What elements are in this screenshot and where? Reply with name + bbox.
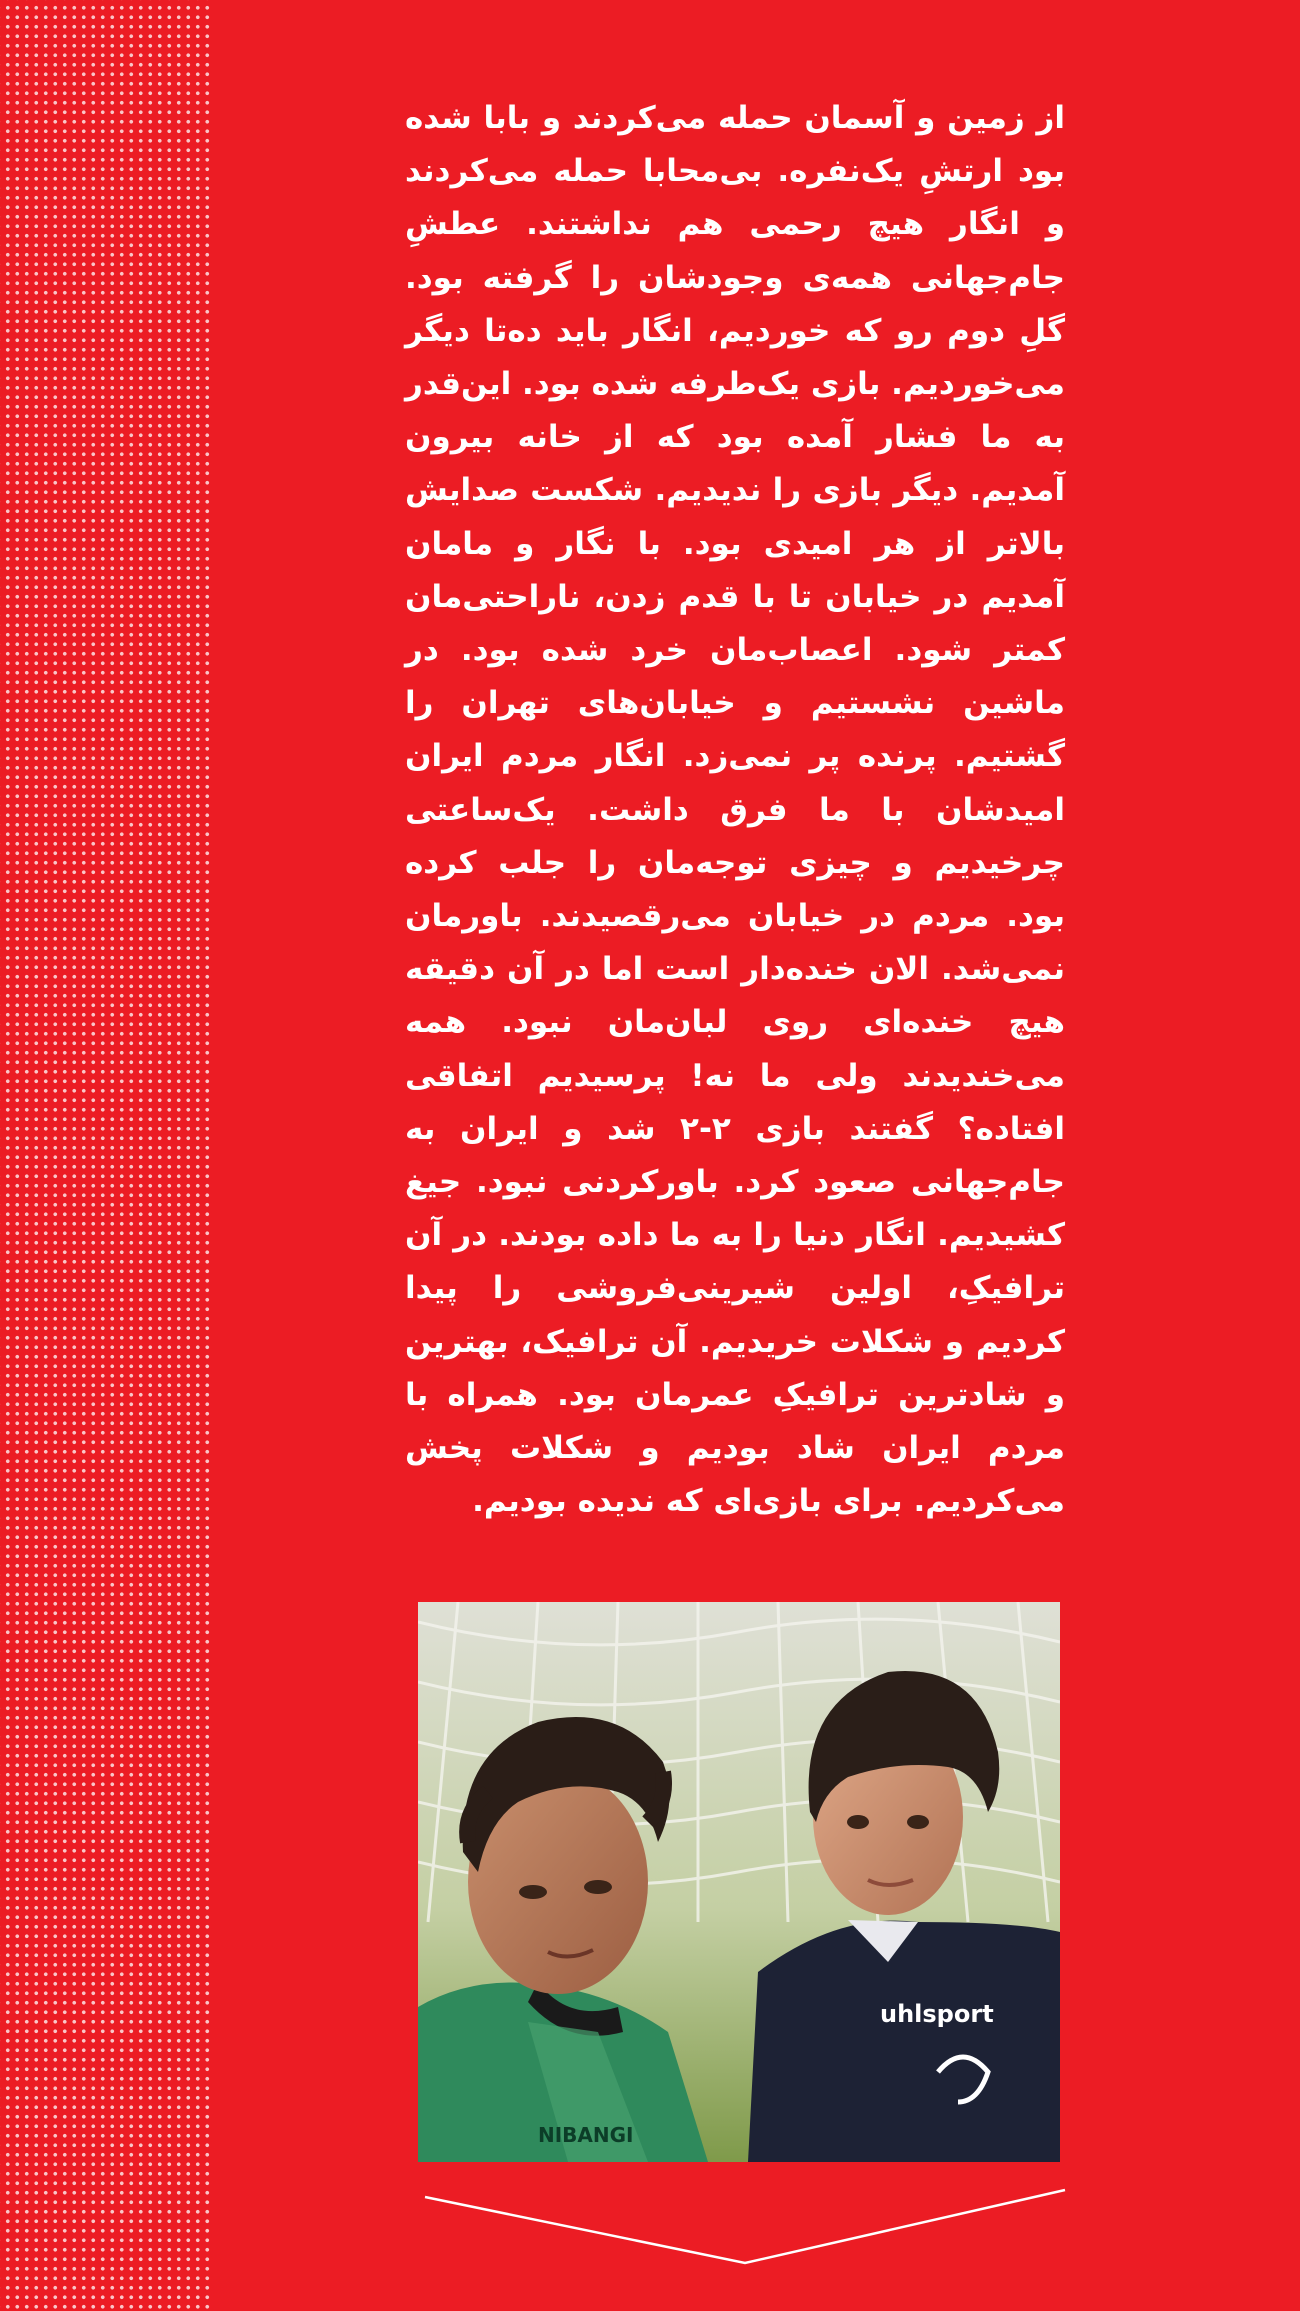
jersey-text-right: uhlsport	[880, 2000, 994, 2028]
photo-player-and-boy	[418, 1602, 1060, 2162]
photo-illustration	[418, 1602, 1060, 2162]
dotted-pattern-strip	[0, 0, 212, 2311]
article-body: از زمین و آسمان حمله می‌کردند و بابا شده بود ارتشِ یک‌نفره. بی‌محابا حمله می‌کردند و انگار هیچ رحمی هم نداشتند. عطشِ جام‌جهانی همه‌ی وجودشان را گرفته بود. گلِ دوم رو که خوردیم، انگار باید ده‌تا دیگر می‌خوردیم. بازی یک‌طرفه شده بود. این‌قدر به ما فشار آمده بود که از خانه بیرون آمدیم. دیگر بازی را ندیدیم. شکست صدایش بالاتر از هر امیدی بود. با نگار و مامان آمدیم در خیابان تا با قدم زدن، ناراحتی‌مان کمتر شود. اعصاب‌مان خرد شده بود. در ماشین نشستیم و خیابان‌های تهران را گشتیم. پرنده پر نمی‌زد. انگار مردم ایران امیدشان با ما فرق داشت. یک‌ساعتی چرخیدیم و چیزی توجه‌مان را جلب کرده بود. مردم در خیابان می‌رقصیدند. باورمان نمی‌شد. الان خنده‌دار است اما در آن دقیقه هیچ خنده‌ای روی لبان‌مان نبود. همه می‌خندیدند ولی ما نه! پرسیدیم اتفاقی افتاده؟ گفتند بازی ۲-۲ شد و ایران به جام‌جهانی صعود کرد. باورکردنی نبود. جیغ کشیدیم. انگار دنیا را به ما داده بودند. در آن ترافیکِ، اولین شیرینی‌فروشی را پیدا کردیم و شکلات خریدیم. آن ترافیک، بهترین و شادترین ترافیکِ عمرمان بود. همراه با مردم ایران شاد بودیم و شکلات پخش می‌کردیم. برای بازی‌ای که ندیده بودیم.	[405, 100, 1065, 1520]
jersey-text-left: NIBANGI	[538, 2123, 634, 2147]
chevron-down-divider	[420, 2185, 1070, 2270]
